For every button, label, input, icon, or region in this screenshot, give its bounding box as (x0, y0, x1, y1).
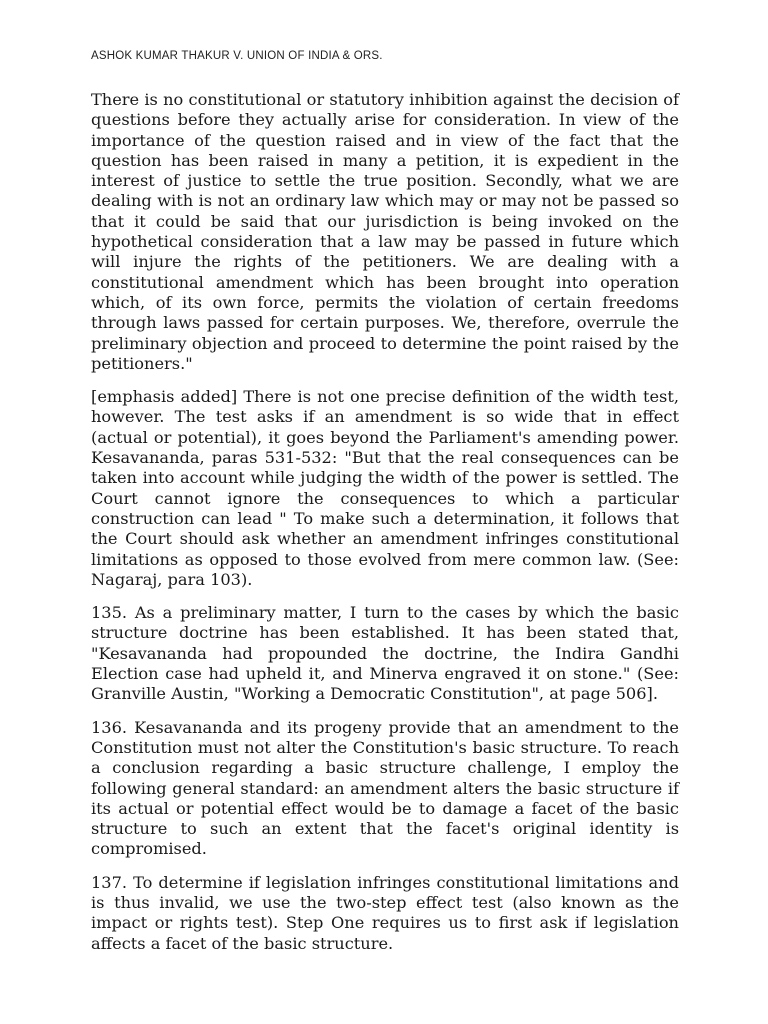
document-body (91, 90, 679, 967)
paragraph-135: 135. As a preliminary matter, I turn to the cases by which the basic structure doctrine has been established. It has been stated that, "Kesavananda had propounded the doctrine, the Indira Gandhi Election case had upheld it, and Minerva engraved it on stone." (See: Granville Austin, "Working a Democratic Constitution", at page 506]. (91, 603, 679, 704)
paragraph-quote-conclusion: There is no constitutional or statutory inhibition against the decision of questions before they actually arise for consideration. In view of the importance of the question raised and in view of the fact that the question has been raised in many a petition, it is expedient in the interest of justice to settle the true position. Secondly, what we are dealing with is not an ordinary law which may or may not be passed so that it could be said that our jurisdiction is being invoked on the hypothetical consideration that a law may be passed in future which will injure the rights of the petitioners. We are dealing with a constitutional amendment which has been brought into operation which, of its own force, permits the violation of certain freedoms through laws passed for certain purposes. We, therefore, overrule the preliminary objection and proceed to determine the point raised by the petitioners." (91, 90, 679, 373)
paragraph-width-test: [emphasis added] There is not one precise definition of the width test, however. The test asks if an amendment is so wide that in effect (actual or potential), it goes beyond the Parliament's amending power. Kesavananda, paras 531-532: "But that the real consequences can be taken into account while judging the width of the power is settled. The Court cannot ignore the consequences to which a particular construction can lead " To make such a determination, it follows that the Court should ask whether an amendment infringes constitutional limitations as opposed to those evolved from mere common law. (See: Nagaraj, para 103). (91, 387, 679, 589)
running-header: ASHOK KUMAR THAKUR V. UNION OF INDIA & ORS. (91, 50, 383, 62)
paragraph-137: 137. To determine if legislation infringes constitutional limitations and is thus invalid, we use the two-step effect test (also known as the impact or rights test). Step One requires us to first ask if legislation affects a facet of the basic structure. (91, 872, 679, 953)
paragraph-136: 136. Kesavananda and its progeny provide that an amendment to the Constitution must not alter the Constitution's basic structure. To reach a conclusion regarding a basic structure challenge, I employ the following general standard: an amendment alters the basic structure if its actual or potential effect would be to damage a facet of the basic structure to such an extent that the facet's original identity is compromised. (91, 717, 679, 859)
